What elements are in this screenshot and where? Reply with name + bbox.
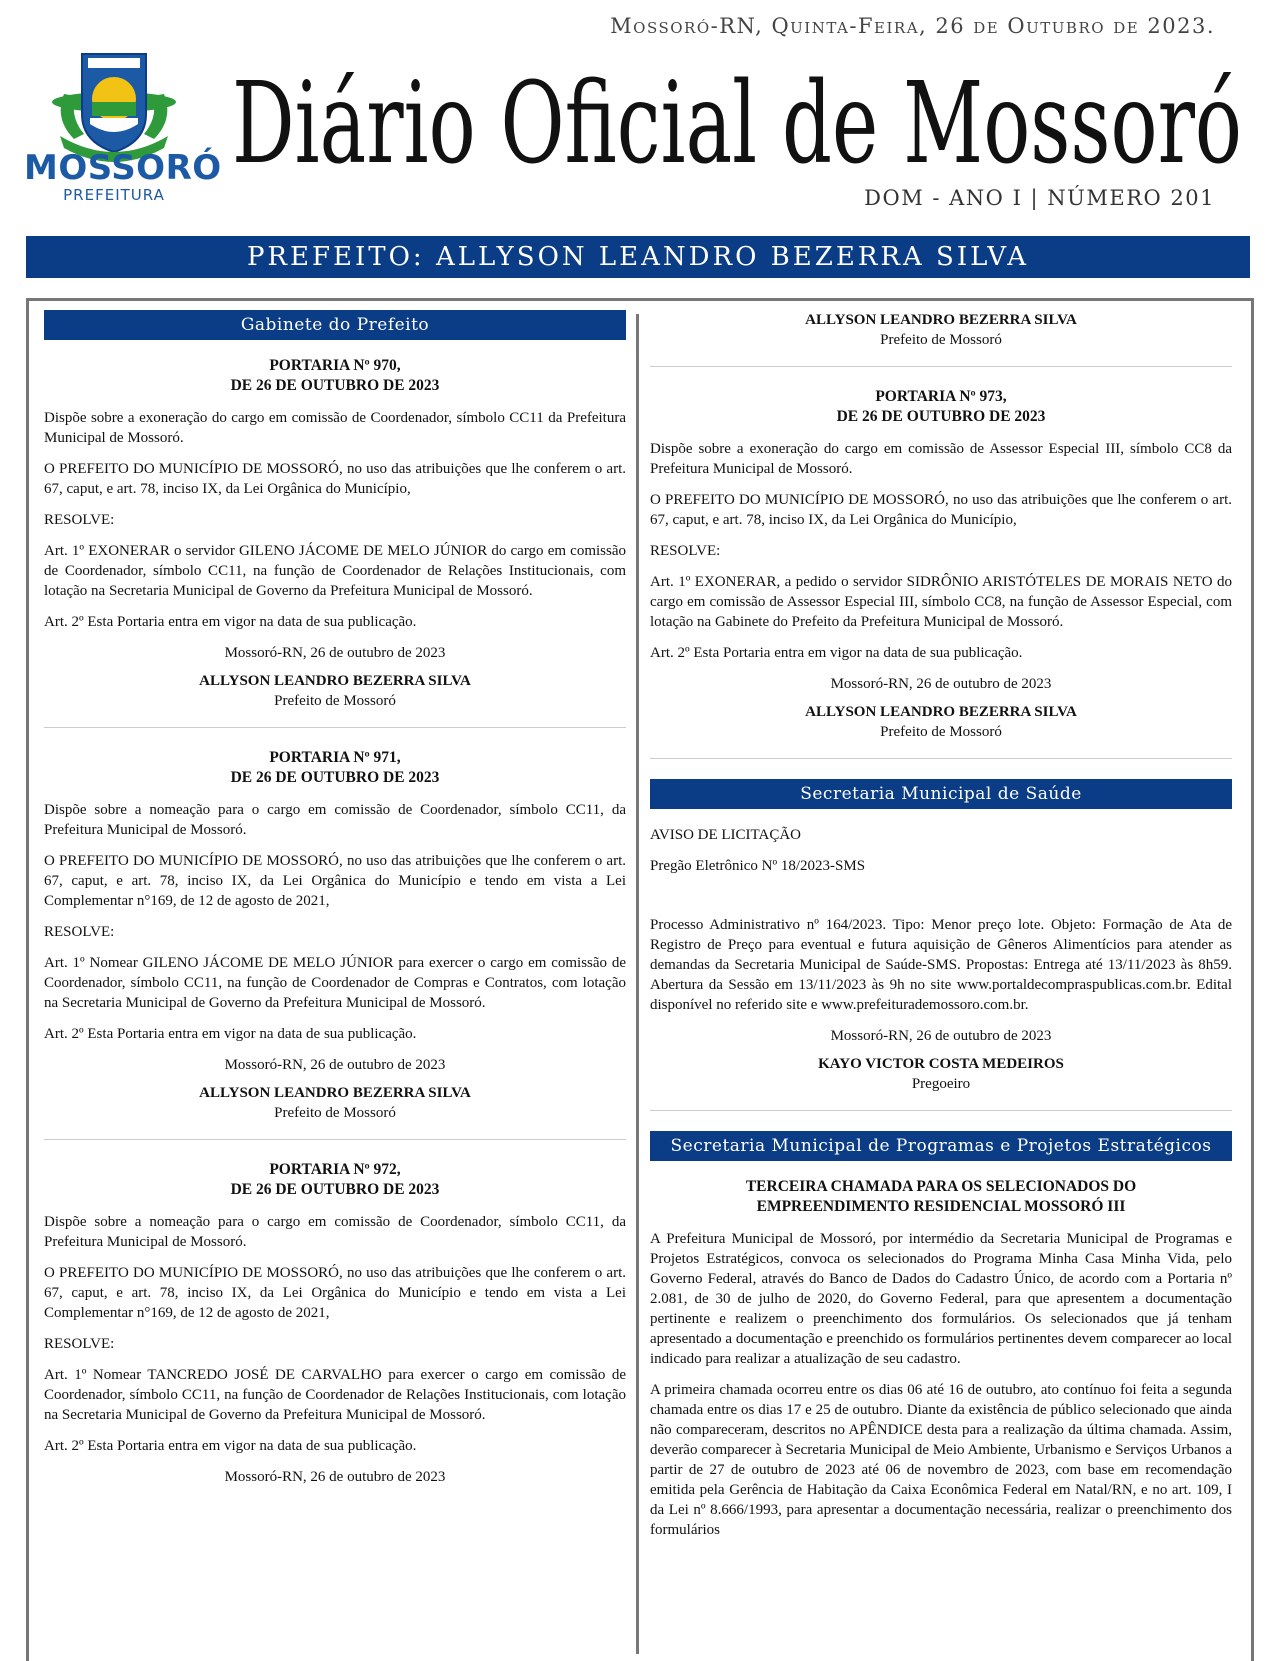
mayor-banner: PREFEITO: ALLYSON LEANDRO BEZERRA SILVA <box>26 236 1250 278</box>
masthead <box>0 0 1275 272</box>
portaria-970 <box>44 356 626 711</box>
pregao-number: Pregão Eletrônico Nº 18/2023-SMS <box>650 858 866 874</box>
portaria-resolve: RESOLVE: <box>44 512 115 528</box>
divider <box>44 1139 626 1140</box>
portaria-resolve: RESOLVE: <box>44 1336 115 1352</box>
portaria-art2: Art. 2º Esta Portaria entra em vigor na data de sua publicação. <box>44 1026 417 1042</box>
portaria-preamble: O PREFEITO DO MUNICÍPIO DE MOSSORÓ, no uso das atribuições que lhe conferem o art. 67, caput, e art. 78, inciso IX, da Lei Orgânica do Município, <box>650 492 1232 528</box>
portaria-number: PORTARIA Nº 971, <box>269 749 401 766</box>
place-date: Mossoró-RN, 26 de outubro de 2023 <box>224 645 446 661</box>
newspaper-title <box>232 40 1252 180</box>
portaria-art2: Art. 2º Esta Portaria entra em vigor na data de sua publicação. <box>650 645 1023 661</box>
notice-title <box>650 1177 1232 1217</box>
portaria-number: PORTARIA Nº 973, <box>875 388 1007 405</box>
portaria-preamble: O PREFEITO DO MUNICÍPIO DE MOSSORÓ, no uso das atribuições que lhe conferem o art. 67, caput, e art. 78, inciso IX, da Lei Orgânica do Município e tendo em vista a Lei Complementar n°169, de 12 de agosto de 2021, <box>44 853 626 909</box>
signer-name: ALLYSON LEANDRO BEZERRA SILVA <box>199 673 471 689</box>
section-header-saude: Secretaria Municipal de Saúde <box>650 779 1232 809</box>
place-date: Mossoró-RN, 26 de outubro de 2023 <box>830 1028 1052 1044</box>
portaria-date: DE 26 DE OUTUBRO DE 2023 <box>230 769 440 786</box>
aviso-title: AVISO DE LICITAÇÃO <box>650 827 802 843</box>
signer-role: Prefeito de Mossoró <box>880 332 1002 348</box>
portaria-preamble: O PREFEITO DO MUNICÍPIO DE MOSSORÓ, no uso das atribuições que lhe conferem o art. 67, caput, e art. 78, inciso IX, da Lei Orgânica do Município, <box>44 461 626 497</box>
section-header-gabinete: Gabinete do Prefeito <box>44 310 626 340</box>
divider <box>650 758 1232 759</box>
column-divider <box>636 314 639 1654</box>
signer-role: Prefeito de Mossoró <box>274 1105 396 1121</box>
signer-name: ALLYSON LEANDRO BEZERRA SILVA <box>805 312 1077 328</box>
portaria-date: DE 26 DE OUTUBRO DE 2023 <box>836 408 1046 425</box>
portaria-title <box>650 387 1232 427</box>
portaria-title <box>44 356 626 396</box>
date-line: Mossoró-RN, Quinta-Feira, 26 de Outubro de 2023. <box>610 14 1215 38</box>
portaria-summary: Dispõe sobre a nomeação para o cargo em comissão de Coordenador, símbolo CC11, da Prefeitura Municipal de Mossoró. <box>44 802 626 838</box>
signer-role: Prefeito de Mossoró <box>880 724 1002 740</box>
notice-paragraph-1: A Prefeitura Municipal de Mossoró, por intermédio da Secretaria Municipal de Programas e Projetos Estratégicos, convoca os selecionados do Programa Minha Casa Minha Vida, pelo Governo Federal, através do Banco de Dados do Cadastro Único, de acordo com a Portaria nº 2.081, de 30 de julho de 2020, do Governo Federal, para que apresentem a documentação pertinente e realizem o preenchimento dos formulários. Os selecionados que já tenham apresentado a documentação e preenchido os formulários pertinentes devem comparecer ao local indicado para realizar a atualização de seu cadastro. <box>650 1231 1232 1367</box>
portaria-art1: Art. 1º EXONERAR o servidor GILENO JÁCOME DE MELO JÚNIOR do cargo em comissão de Coordenador, símbolo CC11, na função de Coordenador de Relações Institucionais, com lotação na Secretaria Municipal de Governo da Prefeitura Municipal de Mossoró. <box>44 543 626 599</box>
portaria-number: PORTARIA Nº 972, <box>269 1161 401 1178</box>
logo-subtitle: PREFEITURA <box>63 186 165 204</box>
portaria-971 <box>44 748 626 1123</box>
portaria-date: DE 26 DE OUTUBRO DE 2023 <box>230 377 440 394</box>
divider <box>650 366 1232 367</box>
left-column <box>44 310 626 1487</box>
portaria-972 <box>44 1160 626 1487</box>
portaria-art1: Art. 1º Nomear TANCREDO JOSÉ DE CARVALHO para exercer o cargo em comissão de Coordenador, símbolo CC11, na função de Coordenador de Relações Institucionais, com lotação na Secretaria Municipal de Governo da Prefeitura Municipal de Mossoró. <box>44 1367 626 1423</box>
signer-role: Prefeito de Mossoró <box>274 693 396 709</box>
portaria-date: DE 26 DE OUTUBRO DE 2023 <box>230 1181 440 1198</box>
signer-name: KAYO VICTOR COSTA MEDEIROS <box>818 1056 1064 1072</box>
section-header-programas: Secretaria Municipal de Programas e Projetos Estratégicos <box>650 1131 1232 1161</box>
notice-paragraph-2: A primeira chamada ocorreu entre os dias 06 até 16 de outubro, ato contínuo foi feita a segunda chamada entre os dias 17 e 25 de outubro. Diante da existência de público selecionado que ainda não compareceram, descritos no APÊNDICE desta para a realização da última chamada. Assim, deverão comparecer à Secretaria Municipal de Meio Ambiente, Urbanismo e Serviços Urbanos a partir de 27 de outubro de 2023 até 06 de novembro de 2023, com base em recomendação emitida pela Gerência de Habitação da Caixa Econômica Federal em Natal/RN, e no art. 109, I da Lei nº 8.666/1993, para apresentar a documentação necessária, realizar o preenchimento dos formulários <box>650 1382 1232 1538</box>
aviso-body: Processo Administrativo nº 164/2023. Tipo: Menor preço lote. Objeto: Formação de Ata de Registro de Preço para eventual e futura aquisição de Gêneros Alimentícios para atender as demandas da Secretaria Municipal de Saúde-SMS. Propostas: Entrega até 13/11/2023 às 8h59. Abertura da Sessão em 13/11/2023 às 9h no site www.portaldecompraspublicas.com.br. Edital disponível no referido site e www.prefeiturademossoro.com.br. <box>650 917 1232 1013</box>
portaria-summary: Dispõe sobre a nomeação para o cargo em comissão de Coordenador, símbolo CC11, da Prefeitura Municipal de Mossoró. <box>44 1214 626 1250</box>
portaria-973 <box>650 387 1232 742</box>
portaria-summary: Dispõe sobre a exoneração do cargo em comissão de Coordenador, símbolo CC11 da Prefeitura Municipal de Mossoró. <box>44 410 626 446</box>
signer-role: Pregoeiro <box>911 1076 971 1092</box>
portaria-art2: Art. 2º Esta Portaria entra em vigor na data de sua publicação. <box>44 1438 417 1454</box>
portaria-art1: Art. 1º EXONERAR, a pedido o servidor SIDRÔNIO ARISTÓTELES DE MORAIS NETO do cargo em comissão de Assessor Especial III, símbolo CC8, na função de Assessor Especial, com lotação na Gabinete do Prefeito da Prefeitura Municipal de Mossoró. <box>650 574 1232 630</box>
signer-name: ALLYSON LEANDRO BEZERRA SILVA <box>199 1085 471 1101</box>
right-column <box>650 310 1232 1551</box>
aviso-licitacao <box>650 825 1232 1094</box>
portaria-art1: Art. 1º Nomear GILENO JÁCOME DE MELO JÚNIOR para exercer o cargo em comissão de Coordenador, símbolo CC11, na função de Coordenador de Compras e Contratos, com lotação na Secretaria Municipal de Governo da Prefeitura Municipal de Mossoró. <box>44 955 626 1011</box>
divider <box>44 727 626 728</box>
portaria-preamble: O PREFEITO DO MUNICÍPIO DE MOSSORÓ, no uso das atribuições que lhe conferem o art. 67, caput, e art. 78, inciso IX, da Lei Orgânica do Município e tendo em vista a Lei Complementar n°169, de 12 de agosto de 2021, <box>44 1265 626 1321</box>
portaria-number: PORTARIA Nº 970, <box>269 357 401 374</box>
portaria-resolve: RESOLVE: <box>44 924 115 940</box>
edition-number: DOM - ANO I | NÚMERO 201 <box>864 186 1215 210</box>
portaria-summary: Dispõe sobre a exoneração do cargo em comissão de Assessor Especial III, símbolo CC8 da Prefeitura Municipal de Mossoró. <box>650 441 1232 477</box>
place-date: Mossoró-RN, 26 de outubro de 2023 <box>224 1469 446 1485</box>
newspaper-title-text: Diário Oficial de Mossoró <box>232 59 1242 180</box>
terceira-chamada <box>650 1177 1232 1540</box>
portaria-title <box>44 748 626 788</box>
logo-wordmark <box>24 148 222 204</box>
place-date: Mossoró-RN, 26 de outubro de 2023 <box>224 1057 446 1073</box>
divider <box>650 1110 1232 1111</box>
portaria-art2: Art. 2º Esta Portaria entra em vigor na data de sua publicação. <box>44 614 417 630</box>
portaria-resolve: RESOLVE: <box>650 543 721 559</box>
portaria-title <box>44 1160 626 1200</box>
signer-name: ALLYSON LEANDRO BEZERRA SILVA <box>805 704 1077 720</box>
notice-title-line2: EMPREENDIMENTO RESIDENCIAL MOSSORÓ III <box>756 1198 1126 1215</box>
logo-city-name: MOSSORÓ <box>24 148 222 188</box>
place-date: Mossoró-RN, 26 de outubro de 2023 <box>830 676 1052 692</box>
notice-title-line1: TERCEIRA CHAMADA PARA OS SELECIONADOS DO <box>745 1178 1137 1195</box>
